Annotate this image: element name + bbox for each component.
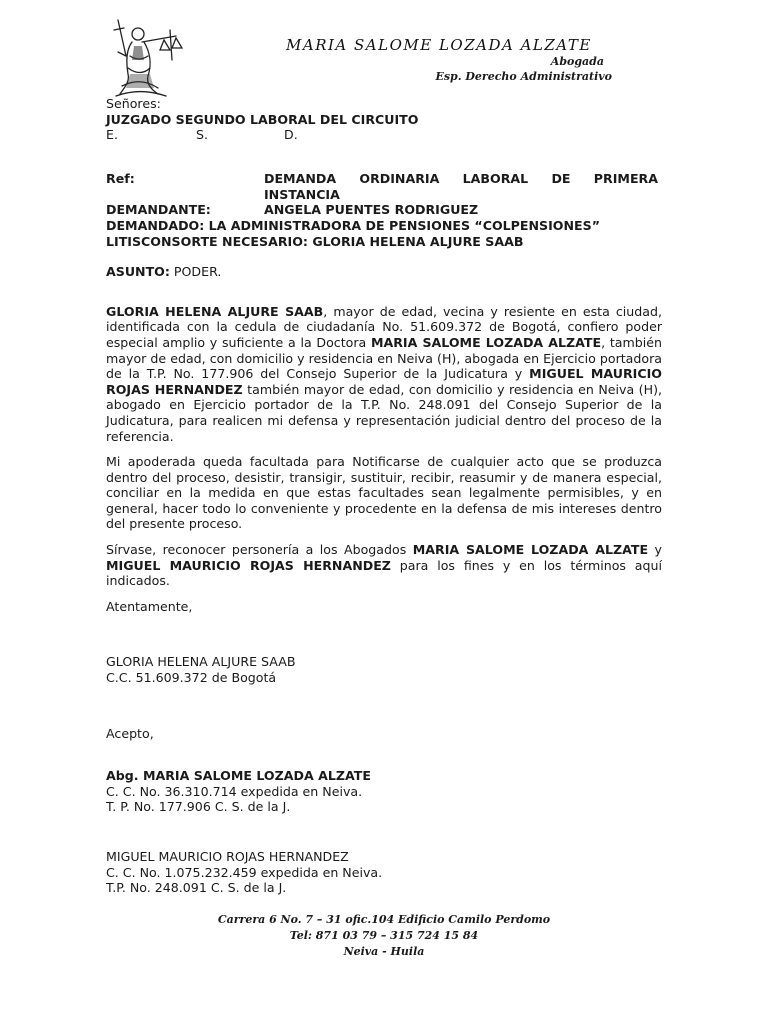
p3-lawyer-1: MARIA SALOME LOZADA ALZATE: [412, 542, 649, 558]
signer-name: GLORIA HELENA ALJURE SAAB: [106, 654, 296, 670]
letterhead-title: Abogada: [550, 55, 604, 68]
signer-cc: C.C. 51.609.372 de Bogotá: [106, 670, 277, 686]
footer-phone: Tel: 871 03 79 – 315 724 15 84: [289, 929, 479, 942]
lawyer-1-cc: C. C. No. 36.310.714 expedida en Neiva.: [106, 783, 363, 799]
paragraph-personeria: [106, 542, 662, 589]
litisconsorte-line: LITISCONSORTE NECESARIO: GLORIA HELENA ALJURE SAAB: [106, 233, 524, 249]
paragraph-poder: [106, 304, 662, 444]
esd-d: D.: [284, 127, 298, 143]
asunto-value: PODER.: [169, 264, 222, 280]
lawyer-2-name: MIGUEL MAURICIO ROJAS HERNANDEZ: [106, 849, 349, 864]
lawyer-2-tp: T.P. No. 248.091 C. S. de la J.: [106, 880, 287, 896]
p1-text-3: también mayor de edad, con domicilio y residencia en Neiva (H), abogado en Ejercicio portador de la T.P. No. 248.091 del Consejo Superior de la Judicatura, para realicen mi defensa y representación judicial dentro del proceso de la referencia.: [106, 381, 662, 444]
demandante-row: [106, 202, 662, 218]
p3-text-3: para los fines y en los términos aquí indicados.: [106, 557, 662, 589]
p3-text-1: Sírvase, reconocer personería a los Abogados: [106, 542, 413, 558]
lawyer-2-cc: C. C. No. 1.075.232.459 expedida en Neiva.: [106, 864, 383, 880]
p1-lawyer-1: MARIA SALOME LOZADA ALZATE: [370, 334, 602, 350]
esd-s: S.: [196, 127, 208, 143]
esd-line: [106, 127, 662, 143]
ref-line-1: DEMANDA ORDINARIA LABORAL DE PRIMERA: [264, 171, 658, 187]
p1-text-2: , también mayor de edad, con domicilio y residencia en Neiva (H), abogada en Ejercicio portadora de la T.P. No. 177.906 del Consejo Superior de la Judicatura y: [106, 334, 662, 382]
p1-lawyer-2: MIGUEL MAURICIO ROJAS HERNANDEZ: [106, 366, 662, 397]
lawyer-1-name: Abg. MARIA SALOME LOZADA ALZATE: [106, 768, 371, 784]
p1-text-1: , mayor de edad, vecina y resiente en esta ciudad, identificada con la cedula de ciudadanía No. 51.609.372 de Bogotá, confiero poder especial amplio y suficiente a la Doctora: [106, 303, 662, 350]
esd-e: E.: [106, 127, 118, 143]
ref-line-2: INSTANCIA: [264, 186, 340, 202]
lawyer-1-tp: T. P. No. 177.906 C. S. de la J.: [106, 799, 291, 815]
p3-lawyer-2: MIGUEL MAURICIO ROJAS HERNANDEZ: [106, 557, 391, 573]
footer-address: Carrera 6 No. 7 – 31 ofic.104 Edificio Camilo Perdomo: [217, 913, 551, 926]
ref-label: Ref:: [106, 171, 135, 187]
ref-row-2: [106, 187, 662, 203]
demandante-label: DEMANDANTE:: [106, 202, 211, 218]
court-name: JUZGADO SEGUNDO LABORAL DEL CIRCUITO: [106, 111, 419, 127]
asunto-label: ASUNTO:: [106, 264, 170, 280]
demandante-value: ANGELA PUENTES RODRIGUEZ: [264, 202, 479, 218]
letterhead-specialty: Esp. Derecho Administrativo: [435, 70, 612, 83]
letterhead-name: MARIA SALOME LOZADA ALZATE: [286, 36, 592, 54]
letter-body: [106, 96, 662, 896]
closing: Atentamente,: [106, 598, 193, 614]
footer-city: Neiva - Huila: [343, 945, 425, 958]
grantor-name: GLORIA HELENA ALJURE SAAB: [106, 303, 324, 319]
demandado-line: DEMANDADO: LA ADMINISTRADORA DE PENSIONES “COLPENSIONES”: [106, 217, 600, 233]
paragraph-facultades: Mi apoderada queda facultada para Notificarse de cualquier acto que se produzca dentro del proceso, desistir, transigir, sustituir, recibir, reasumir y de manera especial, conciliar en la medida en que estas facultades sean legalmente permisibles, y en general, hacer todo lo conveniente y procedente en la defensa de mis intereses dentro del presente proceso.: [106, 454, 662, 532]
salutation: Señores:: [106, 96, 161, 111]
p3-text-2: y: [648, 542, 662, 558]
asunto-line: [106, 264, 662, 280]
acceptance: Acepto,: [106, 725, 154, 741]
ref-block: [106, 171, 662, 187]
